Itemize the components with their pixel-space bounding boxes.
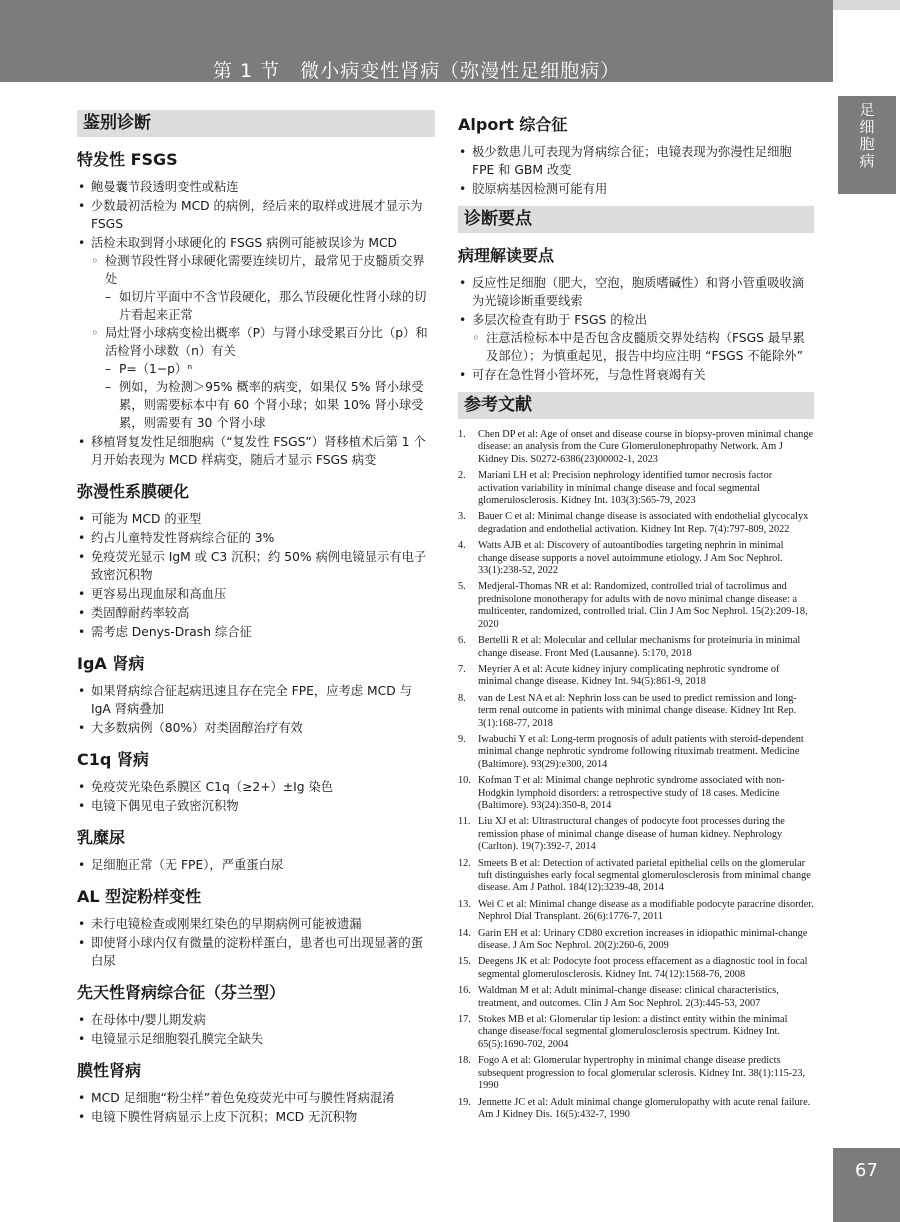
reference-text: Bertelli R et al: Molecular and cellular mechanisms for proteinuria in minimal change disease. Front Med (Lausanne). 5:170, 2018 bbox=[478, 635, 801, 659]
reference-item bbox=[458, 734, 814, 771]
heading-congenital-nephrotic: 先天性肾病综合征（芬兰型） bbox=[77, 983, 286, 1002]
side-tab-label bbox=[838, 96, 896, 194]
reference-text: Iwabuchi Y et al: Long-term prognosis of adult patients with steroid-dependent minimal change nephrotic syndrome following rituximab treatment. Medicine (Baltimore). 93(29):e300, 2014 bbox=[478, 733, 804, 770]
reference-text: Kofman T et al: Minimal change nephrotic syndrome associated with non-Hodgkin lymphoid disorders: a retrospective study of 18 cases. Medicine (Baltimore). 93(24):350-8, 2014 bbox=[478, 775, 785, 811]
sublist-item-text: 局灶肾小球病变检出概率（P）与肾小球受累百分比（p）和活检肾小球数（n）有关 bbox=[105, 326, 428, 358]
heading-iga-nephropathy: IgA 肾病 bbox=[77, 654, 145, 673]
list-pathology bbox=[458, 274, 814, 384]
section-title-diagnostic: 诊断要点 bbox=[458, 206, 814, 233]
reference-item bbox=[458, 470, 814, 507]
list-item: • 约占儿童特发性肾病综合征的 3% bbox=[77, 529, 435, 547]
reference-item bbox=[458, 664, 814, 689]
list-item-text: 活检未取到肾小球硬化的 FSGS 病例可能被误诊为 MCD bbox=[91, 236, 398, 250]
list-item: • 需考虑 Denys-Drash 综合征 bbox=[77, 623, 435, 641]
list-item-text: 多层次检查有助于 FSGS 的检出 bbox=[472, 313, 648, 327]
list-g4 bbox=[77, 778, 435, 815]
reference-number: 3. bbox=[458, 511, 466, 523]
list-g7 bbox=[77, 1011, 435, 1048]
reference-number: 13. bbox=[458, 898, 471, 910]
reference-item bbox=[458, 1014, 814, 1051]
list-item: • 鲍曼囊节段透明变性或粘连 bbox=[77, 178, 435, 196]
side-tab-top-strip bbox=[833, 0, 900, 10]
list-item bbox=[458, 311, 814, 365]
left-column bbox=[77, 110, 435, 1127]
list-fsgs bbox=[77, 178, 435, 469]
list-item: • 大多数病例（80%）对类固醇治疗有效 bbox=[77, 719, 435, 737]
reference-item bbox=[458, 928, 814, 953]
reference-item bbox=[458, 858, 814, 895]
list-item: • 移植肾复发性足细胞病（“复发性 FSGS”）肾移植术后第 1 个月开始表现为 MCD 样病变，随后才显示 FSGS 病变 bbox=[77, 433, 435, 469]
list-g2 bbox=[77, 510, 435, 641]
sublist bbox=[91, 252, 435, 432]
reference-number: 16. bbox=[458, 985, 471, 997]
reference-text: Deegens JK et al: Podocyte foot process effacement as a diagnostic tool in focal segmental glomerulosclerosis. Kidney Int. 74(12):1568-76, 2008 bbox=[478, 956, 808, 980]
reference-text: Chen DP et al: Age of onset and disease course in biopsy-proven minimal change disease: an analysis from the Cure Glomerulonephropathy Network. Am J Kidney Dis. S0272-6386(23)00002-1, 2023 bbox=[478, 429, 814, 465]
reference-text: Meyrier A et al: Acute kidney injury complicating nephrotic syndrome of minimal change disease. Kidney Int. 94(5):861-9, 2018 bbox=[478, 663, 780, 688]
list-g6 bbox=[77, 915, 435, 970]
reference-number: 15. bbox=[458, 956, 471, 968]
right-column bbox=[458, 110, 814, 1125]
list-item: • 胶原病基因检测可能有用 bbox=[458, 180, 814, 198]
reference-item bbox=[458, 693, 814, 730]
heading-al-amyloidosis: AL 型淀粉样变性 bbox=[77, 887, 202, 906]
subsublist bbox=[105, 360, 435, 432]
section-title-references: 参考文献 bbox=[458, 392, 814, 419]
list-item: • 电镜下膜性肾病显示上皮下沉积；MCD 无沉积物 bbox=[77, 1108, 435, 1126]
side-tab-char: 足 bbox=[859, 101, 875, 119]
section-title-differential: 鉴别诊断 bbox=[77, 110, 435, 137]
reference-number: 5. bbox=[458, 581, 466, 593]
list-g3 bbox=[77, 682, 435, 737]
list-item: • 足细胞正常（无 FPE），严重蛋白尿 bbox=[77, 856, 435, 874]
list-item: • 电镜下偶见电子致密沉积物 bbox=[77, 797, 435, 815]
sublist-item-text: 检测节段性肾小球硬化需要连续切片，最常见于皮髓质交界处 bbox=[105, 254, 425, 286]
subsublist-item: – 例如，为检测＞95% 概率的病变，如果仅 5% 肾小球受累，则需要标本中有 60 个肾小球；如果 10% 肾小球受累，则需要有 30 个肾小球 bbox=[105, 378, 435, 432]
list-item: • 可存在急性肾小管坏死，与急性肾衰竭有关 bbox=[458, 366, 814, 384]
page-number: 67 bbox=[855, 1160, 878, 1181]
reference-text: Waldman M et al: Adult minimal-change disease: clinical characteristics, treatment, and outcomes. Clin J Am Soc Nephrol. 2(3):445-53, 2007 bbox=[478, 985, 779, 1009]
side-tab-char: 细 bbox=[859, 118, 875, 136]
reference-number: 10. bbox=[458, 775, 471, 787]
reference-item bbox=[458, 581, 814, 631]
list-item: • 反应性足细胞（肥大，空泡，胞质嗜碱性）和肾小管重吸收滴为光镜诊断重要线索 bbox=[458, 274, 814, 310]
reference-text: Liu XJ et al: Ultrastructural changes of podocyte foot processes during the remission phase of minimal change disease of human kidney. Nephrology (Carlton). 19(7):392-7, 2014 bbox=[478, 816, 785, 853]
heading-chyluria: 乳糜尿 bbox=[77, 828, 126, 847]
reference-text: Jennette JC et al: Adult minimal change glomerulopathy with acute renal failure. Am J Kidney Dis. 16(5):432-7, 1990 bbox=[478, 1096, 811, 1120]
reference-number: 11. bbox=[458, 816, 471, 828]
heading-fsgs: 特发性 FSGS bbox=[77, 150, 178, 169]
heading-pathology-points: 病理解读要点 bbox=[458, 246, 555, 265]
reference-text: Fogo A et al: Glomerular hypertrophy in minimal change disease predicts subsequent progression to focal glomerular sclerosis. Kidney Int. 38(1):115-23, 1990 bbox=[478, 1055, 806, 1092]
reference-number: 9. bbox=[458, 733, 466, 745]
sublist-item bbox=[91, 252, 435, 324]
list-item: • 免疫荧光显示 IgM 或 C3 沉积；约 50% 病例电镜显示有电子致密沉积物 bbox=[77, 548, 435, 584]
heading-diffuse-mesangial-sclerosis: 弥漫性系膜硬化 bbox=[77, 482, 190, 501]
reference-item bbox=[458, 985, 814, 1010]
reference-item bbox=[458, 635, 814, 660]
reference-number: 7. bbox=[458, 663, 466, 675]
reference-text: Bauer C et al: Minimal change disease is associated with endothelial glycocalyx degradation and endothelial activation. Kidney Int Rep. 7(4):797-809, 2022 bbox=[478, 511, 809, 535]
reference-number: 6. bbox=[458, 635, 466, 647]
reference-number: 8. bbox=[458, 692, 466, 704]
sublist-item bbox=[91, 324, 435, 432]
side-tab-char: 胞 bbox=[859, 135, 875, 153]
list-item: • 电镜显示足细胞裂孔膜完全缺失 bbox=[77, 1030, 435, 1048]
list-item: • 未行电镜检查或刚果红染色的早期病例可能被遗漏 bbox=[77, 915, 435, 933]
reference-text: Watts AJB et al: Discovery of autoantibodies targeting nephrin in minimal change disease supports a novel autoimmune etiology. J Am Soc Nephrol. 33(1):238-52, 2022 bbox=[478, 540, 784, 577]
chapter-title: 第 1 节 微小病变性肾病（弥漫性足细胞病） bbox=[212, 60, 621, 82]
heading-membranous: 膜性肾病 bbox=[77, 1061, 142, 1080]
list-alport bbox=[458, 143, 814, 198]
reference-text: Mariani LH et al: Precision nephrology identified tumor necrosis factor activation variability in minimal change disease and focal segmental glomerulosclerosis. Kidney Int. 103(3):565-79, 2023 bbox=[478, 470, 773, 507]
list-item: • 在母体中/婴儿期发病 bbox=[77, 1011, 435, 1029]
list-item: • 免疫荧光染色系膜区 C1q（≥2+）±Ig 染色 bbox=[77, 778, 435, 796]
list-item: • 可能为 MCD 的亚型 bbox=[77, 510, 435, 528]
reference-text: Stokes MB et al: Glomerular tip lesion: a distinct entity within the minimal change disease/focal segmental glomerulosclerosis spectrum. Kidney Int. 65(5):1690-702, 2004 bbox=[478, 1014, 788, 1050]
formula: – P=（1−p）ⁿ bbox=[105, 360, 435, 378]
reference-text: Smeets B et al: Detection of activated parietal epithelial cells on the glomerular tuft distinguishes early focal segmental glomerulosclerosis from minimal change disease. Am J Pathol. 184(12):3239-48, 2014 bbox=[478, 857, 811, 894]
list-item: • 即使肾小球内仅有微量的淀粉样蛋白，患者也可出现显著的蛋白尿 bbox=[77, 934, 435, 970]
reference-text: van de Lest NA et al: Nephrin loss can be used to predict remission and long-term renal outcome in patients with minimal change disease. Kidney Int Rep. 3(1):168-77, 2018 bbox=[478, 692, 797, 729]
reference-item bbox=[458, 899, 814, 924]
heading-c1q-nephropathy: C1q 肾病 bbox=[77, 750, 149, 769]
list-g8 bbox=[77, 1089, 435, 1126]
side-tab-char: 病 bbox=[859, 152, 875, 170]
reference-item bbox=[458, 775, 814, 812]
list-item: • 极少数患儿可表现为肾病综合征；电镜表现为弥漫性足细胞 FPE 和 GBM 改变 bbox=[458, 143, 814, 179]
reference-text: Garin EH et al: Urinary CD80 excretion increases in idiopathic minimal-change disease. J Am Soc Nephrol. 20(2):260-6, 2009 bbox=[478, 927, 808, 952]
subsublist-item: – 如切片平面中不含节段硬化，那么节段硬化性肾小球的切片看起来正常 bbox=[105, 288, 435, 324]
reference-item bbox=[458, 956, 814, 981]
list-g5 bbox=[77, 856, 435, 874]
reference-list bbox=[458, 429, 814, 1121]
reference-number: 2. bbox=[458, 470, 466, 482]
list-item bbox=[77, 234, 435, 432]
list-item: • 更容易出现血尿和高血压 bbox=[77, 585, 435, 603]
reference-item bbox=[458, 511, 814, 536]
sublist bbox=[472, 329, 814, 365]
reference-number: 12. bbox=[458, 857, 471, 869]
reference-text: Wei C et al: Minimal change disease as a modifiable podocyte paracrine disorder. Nephrol Dial Transplant. 26(6):1776-7, 2011 bbox=[478, 898, 814, 923]
reference-item bbox=[458, 816, 814, 853]
reference-item bbox=[458, 540, 814, 577]
reference-number: 18. bbox=[458, 1055, 471, 1067]
list-item: • 类固醇耐药率较高 bbox=[77, 604, 435, 622]
heading-alport: Alport 综合征 bbox=[458, 115, 568, 134]
reference-item bbox=[458, 429, 814, 466]
list-item: • 如果肾病综合征起病迅速且存在完全 FPE，应考虑 MCD 与 IgA 肾病叠加 bbox=[77, 682, 435, 718]
reference-item bbox=[458, 1055, 814, 1092]
reference-number: 19. bbox=[458, 1096, 471, 1108]
reference-text: Medjeral-Thomas NR et al: Randomized, controlled trial of tacrolimus and prednisolone monotherapy for adults with de novo minimal change disease: a multicenter, randomized, controlled trial. Clin J Am Soc Nephrol. 15(2):209-18, 2020 bbox=[478, 581, 808, 630]
reference-number: 14. bbox=[458, 927, 471, 939]
reference-number: 1. bbox=[458, 429, 466, 440]
reference-item bbox=[458, 1097, 814, 1122]
list-item: • 少数最初活检为 MCD 的病例，经后来的取样或进展才显示为 FSGS bbox=[77, 197, 435, 233]
reference-number: 4. bbox=[458, 540, 466, 552]
reference-number: 17. bbox=[458, 1014, 471, 1026]
list-item: • MCD 足细胞“粉尘样”着色免疫荧光中可与膜性肾病混淆 bbox=[77, 1089, 435, 1107]
sublist-item: ◦ 注意活检标本中是否包含皮髓质交界处结构（FSGS 最早累及部位）；为慎重起见，报告中均应注明 “FSGS 不能除外” bbox=[472, 329, 814, 365]
subsublist bbox=[105, 288, 435, 324]
